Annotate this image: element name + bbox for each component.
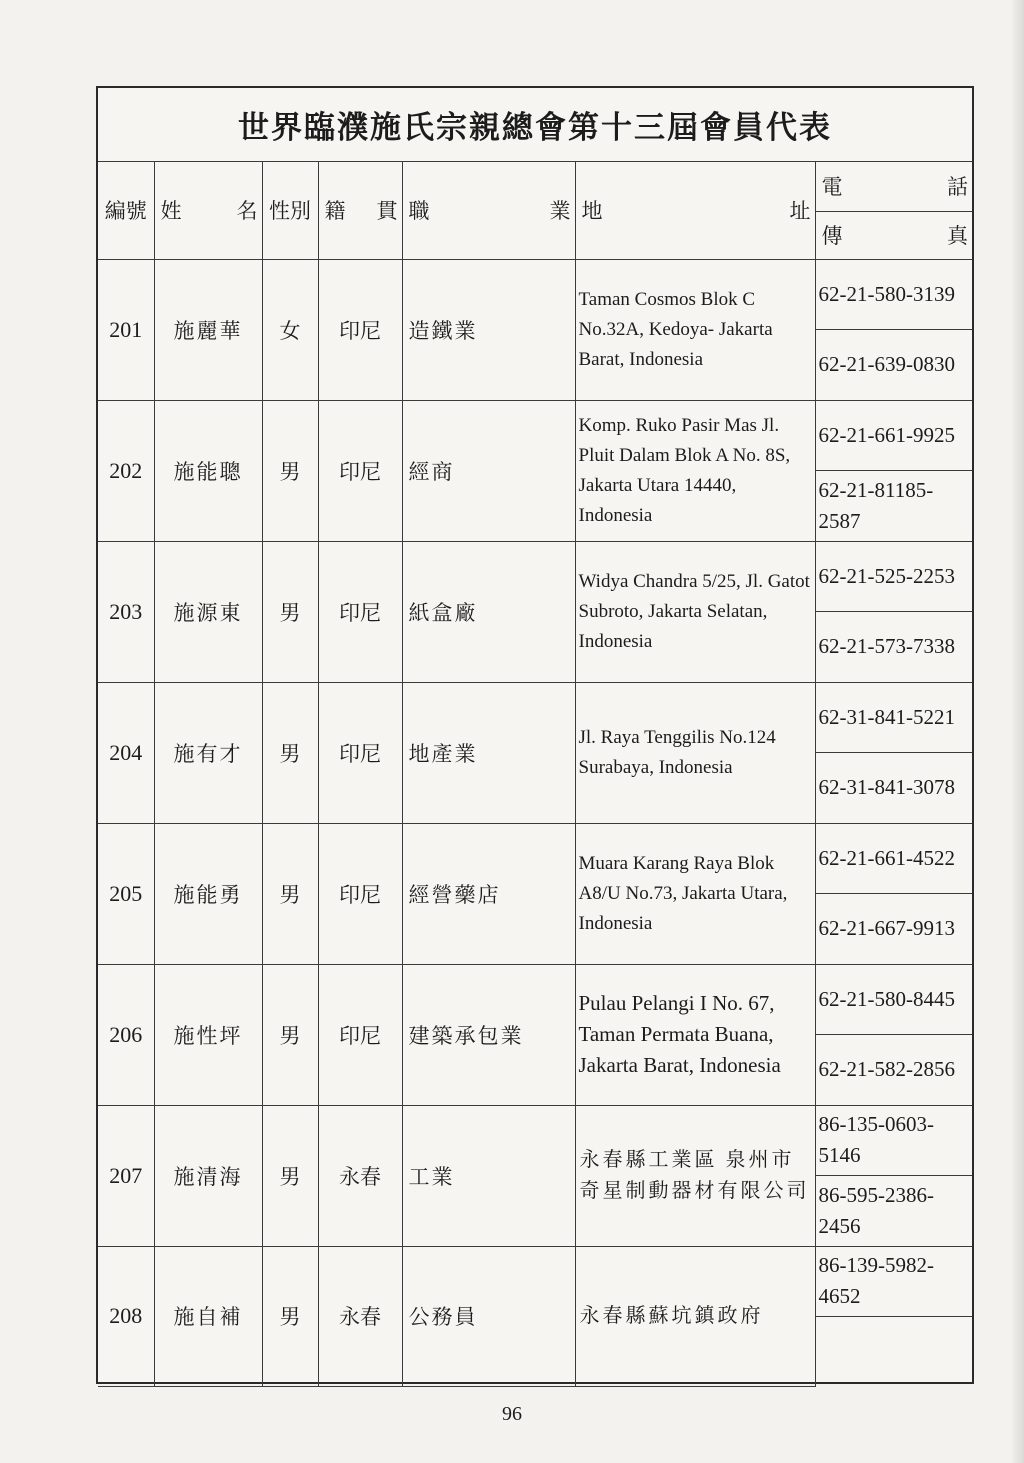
- member-origin: 印尼: [318, 682, 402, 823]
- member-phone: 62-21-661-9925: [815, 400, 972, 470]
- row-number: 206: [98, 964, 154, 1105]
- member-name: 施能聰: [154, 400, 262, 541]
- row-number: 202: [98, 400, 154, 541]
- member-table-frame: [96, 86, 974, 1384]
- header-phone-a: 電: [821, 175, 843, 200]
- header-address-a: 地: [581, 199, 603, 224]
- header-name: [154, 162, 262, 259]
- table-row: [98, 400, 972, 470]
- table-row: [98, 1105, 972, 1175]
- member-fax: 62-21-667-9913: [815, 893, 972, 964]
- member-phone: 62-31-841-5221: [815, 682, 972, 752]
- member-name: 施性坪: [154, 964, 262, 1105]
- member-fax: 86-595-2386-2456: [815, 1175, 972, 1246]
- member-gender: 男: [262, 964, 318, 1105]
- member-address: Pulau Pelangi I No. 67, Taman Permata Buana, Jakarta Barat, Indonesia: [575, 964, 815, 1105]
- header-occupation-a: 職: [408, 199, 430, 224]
- member-address: Muara Karang Raya Blok A8/U No.73, Jakarta Utara, Indonesia: [575, 823, 815, 964]
- member-fax: 62-21-573-7338: [815, 611, 972, 682]
- table-row: [98, 1246, 972, 1316]
- member-address: Widya Chandra 5/25, Jl. Gatot Subroto, Jakarta Selatan, Indonesia: [575, 541, 815, 682]
- header-name-a: 姓: [160, 199, 182, 224]
- table-row: [98, 259, 972, 329]
- table-row: [98, 682, 972, 752]
- header-fax-b: 真: [947, 224, 968, 248]
- header-row: [98, 162, 972, 211]
- member-origin: 印尼: [318, 259, 402, 400]
- member-gender: 女: [262, 259, 318, 400]
- member-address: Komp. Ruko Pasir Mas Jl. Pluit Dalam Blok A No. 8S, Jakarta Utara 14440, Indonesia: [575, 400, 815, 541]
- row-number: 205: [98, 823, 154, 964]
- member-occupation: 公務員: [402, 1246, 575, 1386]
- member-occupation: 造鐵業: [402, 259, 575, 400]
- member-name: 施自補: [154, 1246, 262, 1386]
- member-fax: [815, 1316, 972, 1386]
- header-origin: [318, 162, 402, 259]
- member-phone: 86-139-5982-4652: [815, 1246, 972, 1316]
- member-fax: 62-21-582-2856: [815, 1034, 972, 1105]
- row-number: 204: [98, 682, 154, 823]
- member-gender: 男: [262, 541, 318, 682]
- member-origin: 印尼: [318, 823, 402, 964]
- member-fax: 62-31-841-3078: [815, 752, 972, 823]
- member-gender: 男: [262, 1105, 318, 1246]
- member-phone: 62-21-580-8445: [815, 964, 972, 1034]
- member-origin: 永春: [318, 1246, 402, 1386]
- member-address: Jl. Raya Tenggilis No.124 Surabaya, Indonesia: [575, 682, 815, 823]
- row-number: 207: [98, 1105, 154, 1246]
- member-origin: 印尼: [318, 964, 402, 1105]
- header-gender: 性別: [262, 162, 318, 259]
- header-number: 編號: [98, 162, 154, 259]
- row-number: 203: [98, 541, 154, 682]
- member-name: 施有才: [154, 682, 262, 823]
- member-occupation: 建築承包業: [402, 964, 575, 1105]
- member-occupation: 經營藥店: [402, 823, 575, 964]
- header-occupation: [402, 162, 575, 259]
- header-occupation-b: 業: [549, 199, 571, 224]
- table-row: [98, 823, 972, 893]
- table-row: [98, 541, 972, 611]
- member-gender: 男: [262, 1246, 318, 1386]
- row-number: 201: [98, 259, 154, 400]
- header-origin-a: 籍: [324, 199, 346, 224]
- member-gender: 男: [262, 400, 318, 541]
- member-occupation: 經商: [402, 400, 575, 541]
- page-number: 96: [502, 1403, 522, 1425]
- header-fax-a: 傳: [821, 224, 843, 248]
- member-name: 施源東: [154, 541, 262, 682]
- header-address-b: 址: [789, 199, 811, 224]
- table-row: [98, 964, 972, 1034]
- header-origin-b: 貫: [376, 199, 398, 224]
- member-origin: 永春: [318, 1105, 402, 1246]
- page-title: 世界臨濮施氏宗親總會第十三屆會員代表: [98, 88, 972, 162]
- member-phone: 62-21-661-4522: [815, 823, 972, 893]
- row-number: 208: [98, 1246, 154, 1386]
- header-phone: [815, 162, 972, 211]
- member-address: 永春縣工業區 泉州市奇星制動器材有限公司: [575, 1105, 815, 1246]
- member-fax: 62-21-81185-2587: [815, 470, 972, 541]
- member-gender: 男: [262, 682, 318, 823]
- member-address: 永春縣蘇坑鎮政府: [575, 1246, 815, 1386]
- member-name: 施麗華: [154, 259, 262, 400]
- header-phone-b: 話: [947, 175, 968, 200]
- member-origin: 印尼: [318, 400, 402, 541]
- header-address: [575, 162, 815, 259]
- member-name: 施清海: [154, 1105, 262, 1246]
- member-occupation: 地產業: [402, 682, 575, 823]
- header-name-b: 名: [236, 199, 258, 224]
- member-name: 施能勇: [154, 823, 262, 964]
- member-table: [98, 162, 972, 1387]
- header-fax: [815, 211, 972, 259]
- member-fax: 62-21-639-0830: [815, 329, 972, 400]
- member-origin: 印尼: [318, 541, 402, 682]
- page-edge-shadow: [1010, 0, 1024, 1463]
- member-occupation: 紙盒廠: [402, 541, 575, 682]
- member-phone: 62-21-580-3139: [815, 259, 972, 329]
- member-phone: 62-21-525-2253: [815, 541, 972, 611]
- member-gender: 男: [262, 823, 318, 964]
- member-phone: 86-135-0603-5146: [815, 1105, 972, 1175]
- member-address: Taman Cosmos Blok C No.32A, Kedoya- Jakarta Barat, Indonesia: [575, 259, 815, 400]
- member-occupation: 工業: [402, 1105, 575, 1246]
